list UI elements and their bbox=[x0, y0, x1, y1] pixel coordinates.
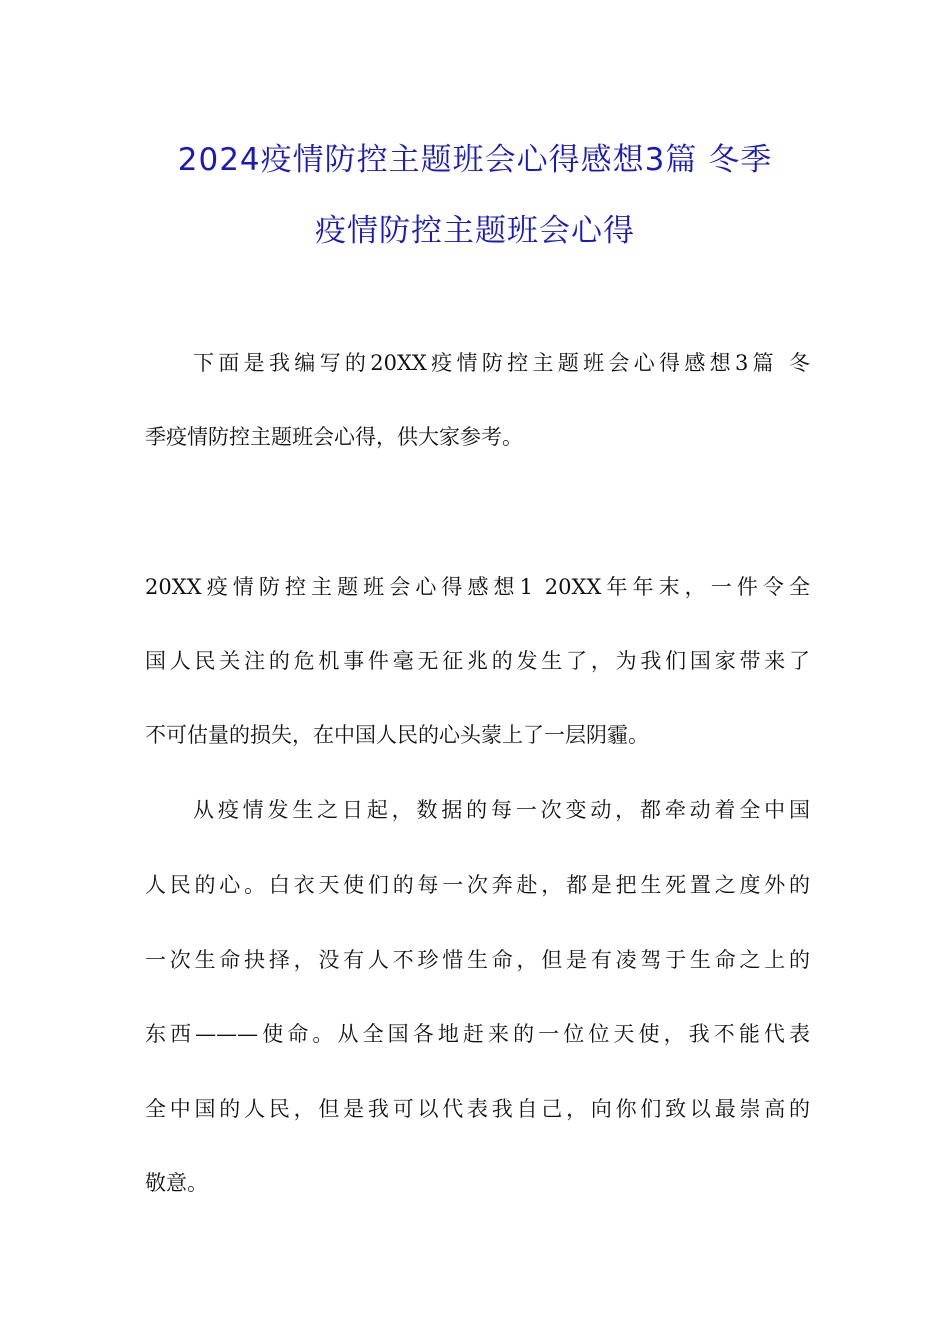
section1-line-1: 20XX疫情防控主题班会心得感想1 20XX年年末，一件令全 bbox=[145, 575, 810, 599]
paragraph2-line-1: 从疫情发生之日起，数据的每一次变动，都牵动着全中国 bbox=[193, 798, 810, 822]
document-title-line-2: 疫情防控主题班会心得 bbox=[315, 213, 635, 249]
document-title-line-1: 2024疫情防控主题班会心得感想3篇 冬季 bbox=[177, 142, 773, 178]
paragraph2-line-3: 一次生命抉择，没有人不珍惜生命，但是有凌驾于生命之上的 bbox=[145, 948, 810, 972]
paragraph2-line-6: 敬意。 bbox=[145, 1171, 208, 1195]
paragraph2-line-2: 人民的心。白衣天使们的每一次奔赴，都是把生死置之度外的 bbox=[145, 873, 810, 897]
section1-line-2: 国人民关注的危机事件毫无征兆的发生了，为我们国家带来了 bbox=[145, 649, 810, 673]
paragraph2-line-4: 东西———使命。从全国各地赶来的一位位天使，我不能代表 bbox=[145, 1022, 810, 1046]
intro-line-2: 季疫情防控主题班会心得，供大家参考。 bbox=[145, 425, 523, 449]
intro-line-1: 下面是我编写的20XX疫情防控主题班会心得感想3篇 冬 bbox=[193, 351, 810, 375]
paragraph2-line-5: 全中国的人民，但是我可以代表我自己，向你们致以最崇高的 bbox=[145, 1097, 810, 1121]
section1-line-3: 不可估量的损失，在中国人民的心头蒙上了一层阴霾。 bbox=[145, 723, 649, 747]
